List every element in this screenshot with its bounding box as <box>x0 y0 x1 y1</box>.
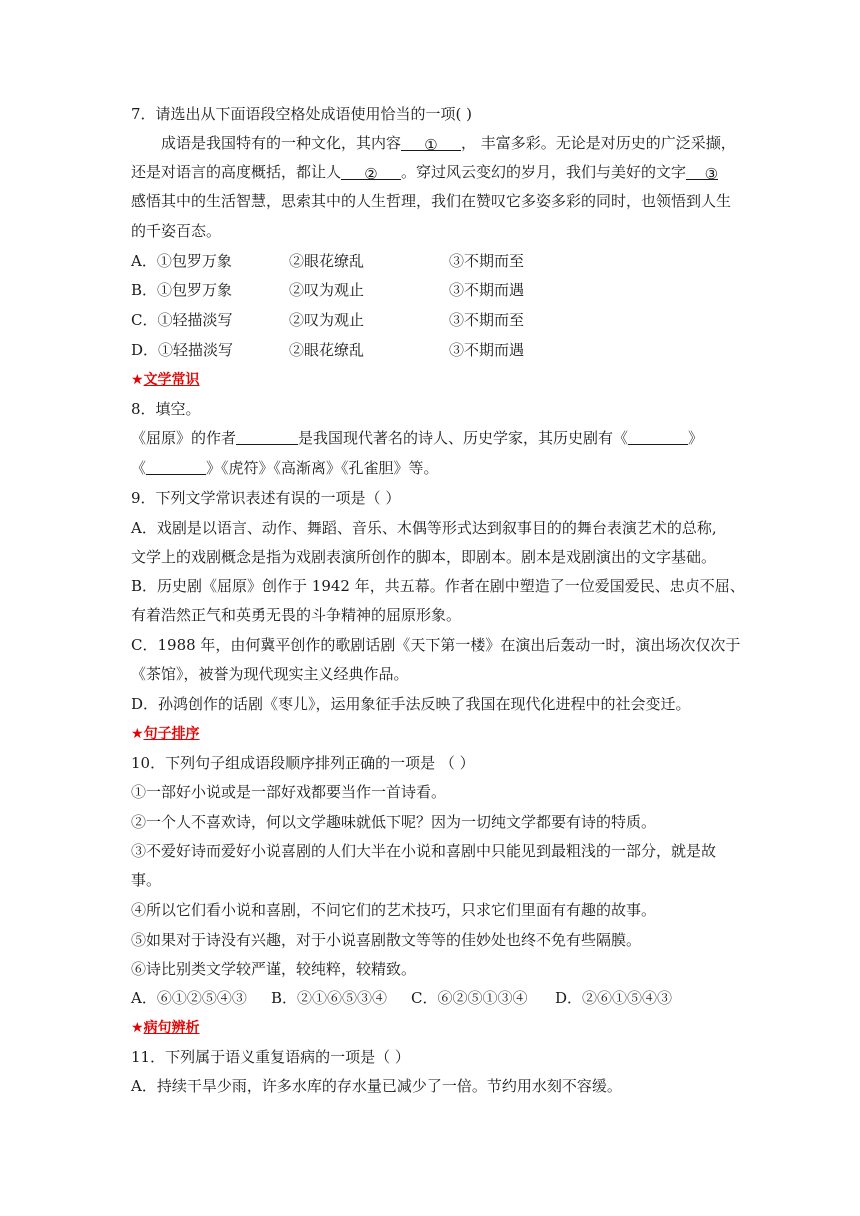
section-title: 病句辨析 <box>143 1020 200 1036</box>
q10-option-c: C．⑥②⑤①③④ <box>411 989 528 1007</box>
q7-option-a-1: A．①包罗万象 <box>131 252 232 270</box>
star-icon: ★ <box>131 726 144 742</box>
q10-option-b: B．②①⑥⑤③④ <box>271 989 388 1007</box>
q7-paragraph-line-1 <box>161 133 736 153</box>
q10-sentence-4: ④所以它们看小说和喜剧，不问它们的艺术技巧，只求它们里面有有趣的故事。 <box>131 901 657 919</box>
q7-blank-1 <box>401 135 461 154</box>
q9-option-b-line-2: 有着浩然正气和英勇无畏的斗争精神的屈原形象。 <box>131 606 462 624</box>
q8-line-1 <box>131 428 703 448</box>
section-heading-sentence-errors <box>131 1018 200 1038</box>
q10-sentence-3-line-1: ③不爱好诗而爱好小说喜剧的人们大半在小说和喜剧中只能见到最粗浅的一部分，就是故 <box>131 842 717 860</box>
q7-blank-3 <box>686 164 719 183</box>
q8-text: 》 <box>688 429 704 447</box>
q8-stem: 8．填空。 <box>131 400 201 418</box>
section-title: 文学常识 <box>143 372 200 388</box>
q9-option-b-line-1: B．历史剧《屈原》创作于 1942 年，共五幕。作者在剧中塑造了一位爱国爱民、忠贞不屈、 <box>131 577 745 595</box>
q7-text: ， 丰富多彩。无论是对历史的广泛采撷， <box>461 134 736 152</box>
q7-option-c-3: ③不期而至 <box>449 311 525 329</box>
q7-option-b-3: ③不期而遇 <box>449 281 525 299</box>
q7-stem: 7．请选出从下面语段空格处成语使用恰当的一项( ) <box>131 105 473 123</box>
star-icon: ★ <box>131 1020 144 1036</box>
q7-blank-1-label: ① <box>424 136 438 154</box>
q10-option-a: A．⑥①②⑤④③ <box>131 989 247 1007</box>
q7-blank-2-label: ② <box>364 165 378 183</box>
q7-option-d-3: ③不期而遇 <box>449 341 525 359</box>
section-title: 句子排序 <box>143 726 200 742</box>
q7-option-c-2: ②叹为观止 <box>289 311 365 329</box>
q10-sentence-5: ⑤如果对于诗没有兴趣，对于小说喜剧散文等等的佳妙处也终不免有些隔膜。 <box>131 931 642 949</box>
q7-option-b-1: B．①包罗万象 <box>131 281 233 299</box>
q11-stem: 11．下列属于语义重复语病的一项是（ ） <box>131 1048 410 1066</box>
q7-text: 成语是我国特有的一种文化，其内容 <box>161 134 402 152</box>
q7-text: 还是对语言的高度概括，都让人 <box>131 163 342 181</box>
q9-option-d: D．孙鸿创作的话剧《枣儿》，运用象征手法反映了我国在现代化进程中的社会变迁。 <box>131 695 691 713</box>
q9-option-a-line-2: 文学上的戏剧概念是指为戏剧表演所创作的脚本，即剧本。剧本是戏剧演出的文字基础。 <box>131 548 717 566</box>
q10-sentence-3-line-2: 事。 <box>131 871 162 889</box>
q7-option-c-1: C．①轻描淡写 <box>131 311 233 329</box>
q7-option-d-2: ②眼花缭乱 <box>289 341 365 359</box>
q7-option-b-2: ②叹为观止 <box>289 281 365 299</box>
q9-option-c-line-2: 《茶馆》，被誉为现代现实主义经典作品。 <box>131 665 409 683</box>
q7-text: 。穿过风云变幻的岁月，我们与美好的文字 <box>401 163 687 181</box>
q10-option-d: D．②⑥①⑤④③ <box>555 989 673 1007</box>
q7-blank-2 <box>341 164 401 183</box>
q7-option-a-2: ②眼花缭乱 <box>289 252 365 270</box>
q8-text: 《屈原》的作者 <box>131 429 237 447</box>
q7-paragraph-line-4: 的千姿百态。 <box>131 222 222 240</box>
q11-option-a: A．持续干旱少雨，许多水库的存水量已减少了一倍。节约用水刻不容缓。 <box>131 1077 622 1095</box>
section-heading-literature <box>131 370 200 390</box>
q8-text: 》《虎符》《高渐离》《孔雀胆》等。 <box>206 459 439 477</box>
section-heading-sentence-order <box>131 724 200 744</box>
q8-blank-play-2 <box>146 459 206 475</box>
star-icon: ★ <box>131 372 144 388</box>
q7-option-d-1: D．①轻描淡写 <box>131 341 234 359</box>
q10-sentence-6: ⑥诗比别类文学较严谨，较纯粹，较精致。 <box>131 960 417 978</box>
q8-line-2 <box>131 458 439 478</box>
q7-option-a-3: ③不期而至 <box>449 252 525 270</box>
q10-sentence-1: ①一部好小说或是一部好戏都要当作一首诗看。 <box>131 783 447 801</box>
q8-text: 是我国现代著名的诗人、历史学家，其历史剧有《 <box>298 429 629 447</box>
q10-stem: 10．下列句子组成语段顺序排列正确的一项是 （ ） <box>131 754 475 772</box>
q9-option-a-line-1: A．戏剧是以语言、动作、舞蹈、音乐、木偶等形式达到叙事目的的舞台表演艺术的总称, <box>131 519 717 537</box>
q7-blank-3-label: ③ <box>704 165 719 183</box>
q7-paragraph-line-2 <box>131 162 718 182</box>
q9-stem: 9．下列文学常识表述有误的一项是（ ） <box>131 489 401 507</box>
q7-paragraph-line-3: 感悟其中的生活智慧，思索其中的人生哲理，我们在赞叹它多姿多彩的同时，也领悟到人生 <box>131 192 732 210</box>
q8-blank-play-1 <box>628 429 688 445</box>
q8-blank-author <box>236 429 298 445</box>
q9-option-c-line-1: C．1988 年，由何冀平创作的歌剧话剧《天下第一楼》在演出后轰动一时，演出场次仅次于 <box>131 636 741 654</box>
q10-sentence-2: ②一个人不喜欢诗，何以文学趣味就低下呢？因为一切纯文学都要有诗的特质。 <box>131 813 657 831</box>
q8-text: 《 <box>131 459 147 477</box>
